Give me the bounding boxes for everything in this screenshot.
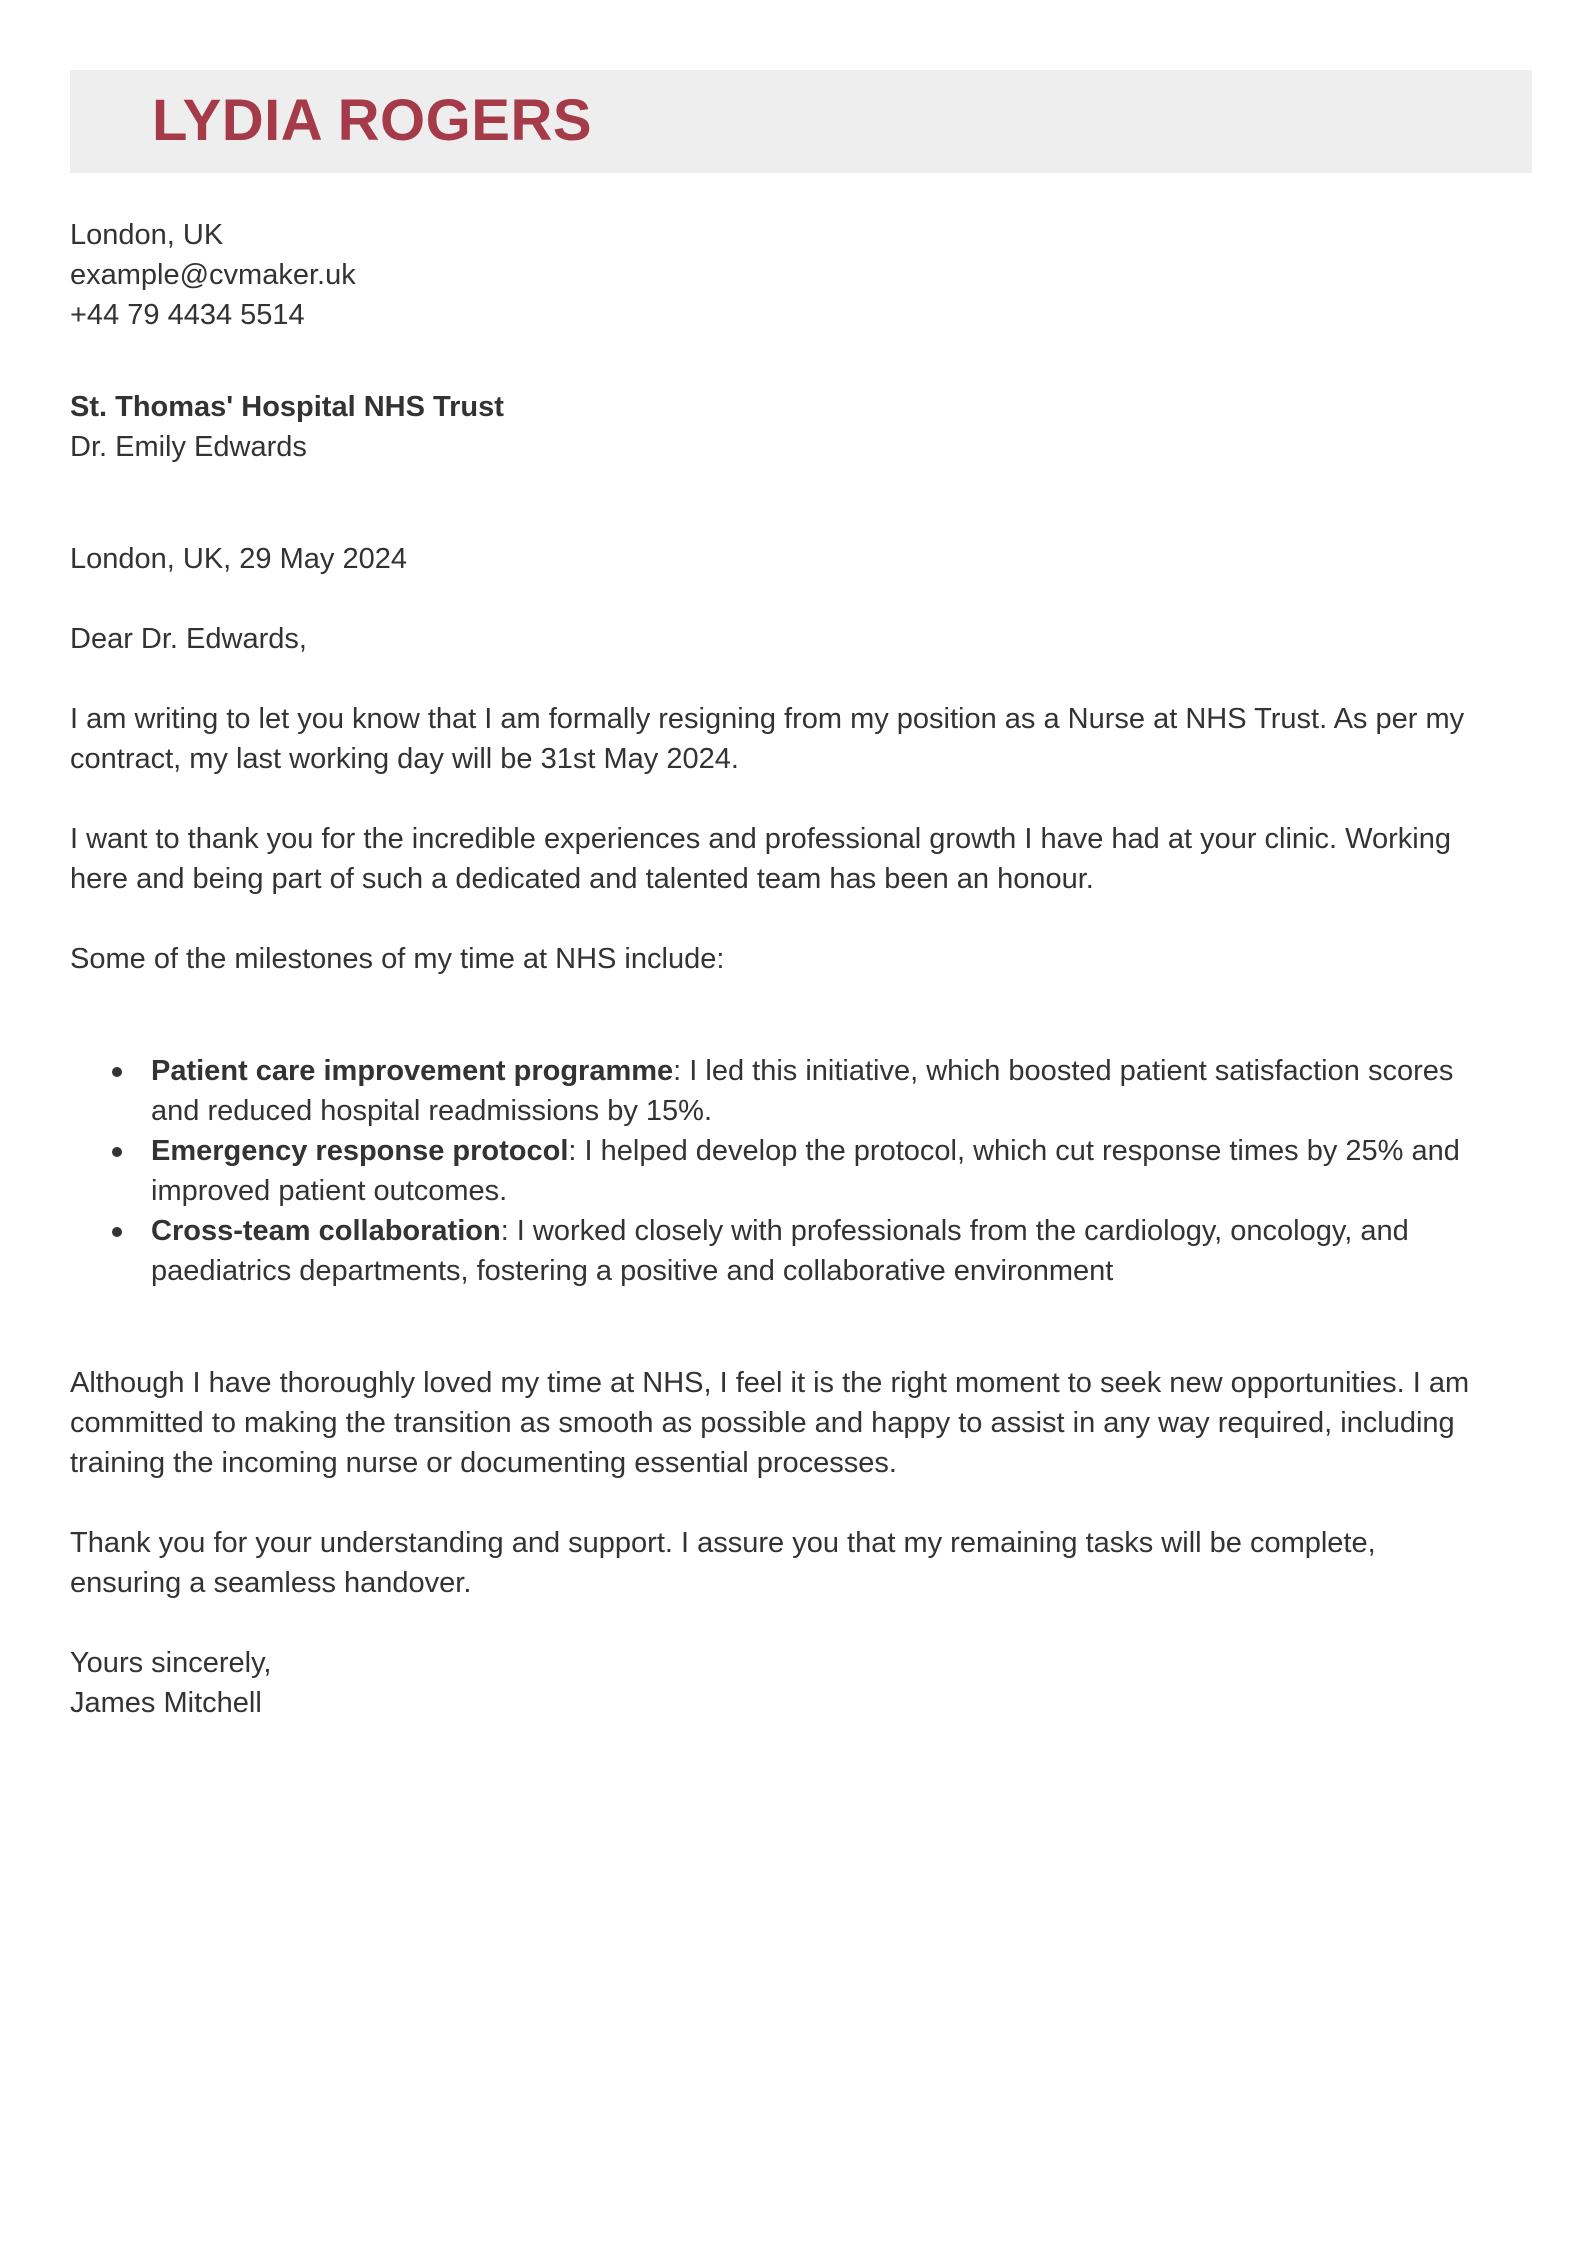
milestone-text: : I led this initiative, which boosted patient satisfaction scores and reduced hospital readmissions by 15%. (151, 1055, 1454, 1127)
paragraph-resignation: I am writing to let you know that I am formally resigning from my position as a Nurse at NHS Trust. As per my contract, my last working day will be 31st May 2024. (70, 703, 1465, 775)
milestone-title: Cross-team collaboration (151, 1215, 501, 1247)
list-item (151, 1211, 1470, 1291)
bullet-icon (112, 1147, 122, 1157)
sender-location: London, UK (70, 219, 224, 251)
milestone-text: : I worked closely with professionals from the cardiology, oncology, and paediatrics departments, fostering a positive and collaborative environment (151, 1215, 1409, 1287)
paragraph-thanks: I want to thank you for the incredible experiences and professional growth I have had at your clinic. Working here and being part of such a dedicated and talented team has been an honour. (70, 823, 1451, 895)
sender-contact-block (70, 215, 1470, 335)
signature-name: James Mitchell (70, 1687, 262, 1719)
list-item (151, 1051, 1470, 1131)
letter-date: London, UK, 29 May 2024 (70, 543, 407, 575)
salutation: Dear Dr. Edwards, (70, 623, 307, 655)
recipient-block (70, 387, 1470, 467)
closing-phrase: Yours sincerely, (70, 1647, 272, 1679)
recipient-organization: St. Thomas' Hospital NHS Trust (70, 391, 504, 423)
milestone-text: : I helped develop the protocol, which cut response times by 25% and improved patient outcomes. (151, 1135, 1460, 1207)
milestones-intro: Some of the milestones of my time at NHS include: (70, 943, 725, 975)
paragraph-handover: Thank you for your understanding and support. I assure you that my remaining tasks will be complete, ensuring a seamless handover. (70, 1527, 1376, 1599)
sender-email: example@cvmaker.uk (70, 259, 356, 291)
milestones-list (70, 1051, 1470, 1291)
bullet-icon (112, 1067, 122, 1077)
paragraph-transition: Although I have thoroughly loved my time at NHS, I feel it is the right moment to seek new opportunities. I am committed to making the transition as smooth as possible and happy to assist in any way required, including training the incoming nurse or documenting essential processes. (70, 1367, 1470, 1479)
bullet-icon (112, 1227, 122, 1237)
milestone-title: Patient care improvement programme (151, 1055, 674, 1087)
recipient-contact: Dr. Emily Edwards (70, 431, 307, 463)
milestone-title: Emergency response protocol (151, 1135, 569, 1167)
applicant-name: LYDIA ROGERS (152, 88, 593, 153)
sender-phone: +44 79 4434 5514 (70, 299, 305, 331)
list-item (151, 1131, 1470, 1211)
closing-block (70, 1643, 1470, 1723)
header-bar (70, 70, 1532, 173)
letter-body (70, 215, 1470, 1723)
